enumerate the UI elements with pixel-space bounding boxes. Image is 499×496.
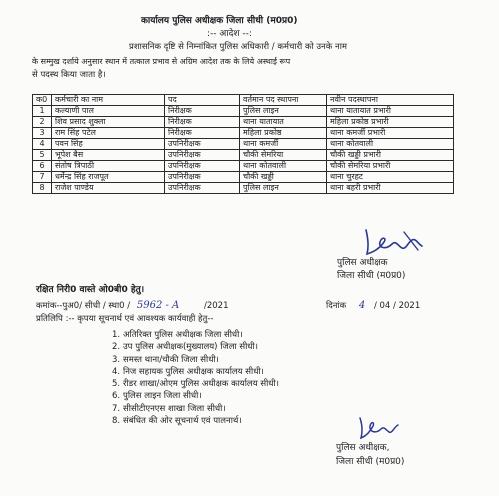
cell-current-posting: चौकी खड्डी	[240, 172, 327, 183]
memo-ref-line: रक्षित निरी0 वास्ते ओ0बी0 हेतु।	[36, 285, 145, 295]
cell-current-posting: पुलिस लाइन	[240, 183, 327, 194]
office-title: कार्यालय पुलिस अधीक्षक जिला सीधी (म0प्र0)	[141, 16, 298, 26]
cell-rank: उपनिरीक्षक	[165, 150, 240, 161]
col-rank: पद	[165, 95, 240, 106]
signatory-title-top: पुलिस अधीक्षक	[337, 258, 388, 268]
cell-current-posting: महिला प्रकोष्ठ	[240, 128, 327, 139]
cell-rank: निरीक्षक	[165, 106, 240, 117]
table-row	[33, 128, 454, 139]
list-item: 6. पुलिस लाइन जिला सीधी।	[112, 391, 202, 402]
table-row	[33, 139, 454, 150]
list-item: 5. रीडर शाखा/ओएम पुलिस अधीक्षक कार्यालय सीधी।	[112, 379, 279, 390]
cell-new-posting: थाना कमर्जी प्रभारी	[327, 128, 454, 139]
cell-serial: 1	[33, 106, 52, 117]
cell-rank: निरीक्षक	[165, 128, 240, 139]
cell-name: धर्मेन्द्र सिंह राजपूत	[52, 172, 165, 183]
signature-bottom	[356, 412, 402, 442]
cell-current-posting: थाना यातायात	[240, 117, 327, 128]
list-item: 7. सीसीटीएनएस शाखा जिला सीधी।	[112, 403, 226, 414]
col-new-posting: नवीन पदस्थापना	[327, 95, 454, 106]
cell-current-posting: पुलिस लाइन	[240, 106, 327, 117]
order-title: :-- आदेश --:	[207, 29, 252, 39]
list-item: 4. निज सहायक पुलिस अधीक्षक कार्यालय सीधी।	[112, 366, 264, 377]
cell-serial: 4	[33, 139, 52, 150]
cell-serial: 3	[33, 128, 52, 139]
cell-new-posting: थाना यातायात प्रभारी	[327, 106, 454, 117]
cell-serial: 8	[33, 183, 52, 194]
list-item: 8. संबंधित की ओर सूचनार्थ एवं पालनार्थ।	[112, 416, 242, 427]
cell-name: शिव प्रसाद शुक्ला	[52, 117, 165, 128]
table-row	[33, 183, 454, 194]
cell-serial: 6	[33, 161, 52, 172]
cell-rank: उपनिरीक्षक	[165, 139, 240, 150]
list-item: 1. अतिरिक्त पुलिस अधीक्षक जिला सीधी।	[112, 330, 243, 340]
memo-number-prefix: कमांक--पुअ0/ सीधी / स्था0 /	[36, 301, 131, 311]
copy-list	[112, 329, 279, 427]
col-serial: क0	[33, 95, 52, 106]
list-item: 2. उप पुलिस अधीक्षक(मुख्यालय) जिला सीधी।	[112, 342, 258, 353]
cell-new-posting: थाना कोतवाली	[327, 139, 454, 150]
cell-new-posting: थाना चुरहट	[327, 172, 454, 183]
intro-line-1: प्रशासनिक दृष्टि से निम्नांकित पुलिस अधिकारी / कर्मचारी को उनके नाम	[129, 42, 347, 52]
table-row	[33, 172, 454, 183]
table-row	[33, 161, 454, 172]
cell-new-posting: थाना बहरी प्रभारी	[327, 183, 454, 194]
signatory-title-bottom: पुलिस अधीक्षक,	[336, 443, 390, 453]
signature-top	[360, 226, 430, 260]
cell-serial: 2	[33, 117, 52, 128]
cell-rank: निरीक्षक	[165, 117, 240, 128]
cell-name: पवन सिंह	[52, 139, 165, 150]
transfer-table	[32, 94, 454, 194]
table-row	[33, 106, 454, 117]
cell-new-posting: चौकी खड्डी प्रभारी	[327, 150, 454, 161]
cell-serial: 7	[33, 172, 52, 183]
cell-serial: 5	[33, 150, 52, 161]
signatory-district-bottom: जिला सीधी (म0प्र0)	[336, 457, 405, 467]
table-row	[33, 150, 454, 161]
cell-rank: उपनिरीक्षक	[165, 172, 240, 183]
memo-date	[326, 300, 420, 312]
intro-line-2: के सम्मुख दर्शाये अनुसार स्थान में तत्काल प्रभाव से अग्रिम आदेश तक के लिये अस्थाई रूप	[32, 57, 291, 66]
cell-name: संतोष त्रिपाठी	[52, 161, 165, 172]
cell-name: भूपेश बैस	[52, 150, 165, 161]
cell-rank: उपनिरीक्षक	[165, 161, 240, 172]
memo-number-handwritten: 5962 - A	[136, 300, 180, 311]
signatory-district-top: जिला सीधी (म0प्र0)	[337, 271, 406, 281]
list-item: 3. समस्त थाना/चौकी जिला सीधी।	[112, 354, 219, 365]
cell-new-posting: चौकी सेमरिया प्रभारी	[327, 161, 454, 172]
copy-heading: प्रतिलिपि :-- कृपया सूचनार्थ एवं आवश्यक कार्यवाही हेतु--	[36, 314, 214, 324]
col-name: कर्मचारी का नाम	[52, 95, 165, 106]
date-label: दिनांक	[326, 301, 347, 311]
table-header-row	[33, 95, 454, 106]
memo-number-year: /2021	[204, 301, 229, 311]
cell-rank: उपनिरीक्षक	[165, 183, 240, 194]
date-handwritten: 4	[358, 300, 366, 311]
cell-new-posting: महिला प्रकोष्ठ प्रभारी	[327, 117, 454, 128]
col-current-posting: वर्तमान पद स्थापना	[240, 95, 327, 106]
cell-name: राजेश पाण्डेय	[52, 183, 165, 194]
table-row	[33, 117, 454, 128]
cell-name: राम सिंह पटेल	[52, 128, 165, 139]
memo-number-line	[36, 300, 229, 312]
date-rest: / 04 / 2021	[373, 301, 421, 311]
cell-current-posting: चौकी सेमरिया	[240, 150, 327, 161]
cell-current-posting: थाना कमर्जी	[240, 139, 327, 150]
cell-current-posting: थाना कोतवाली	[240, 161, 327, 172]
cell-name: कल्याणी पाल	[52, 106, 165, 117]
intro-line-3: से पदस्थ किया जाता है।	[32, 70, 106, 80]
